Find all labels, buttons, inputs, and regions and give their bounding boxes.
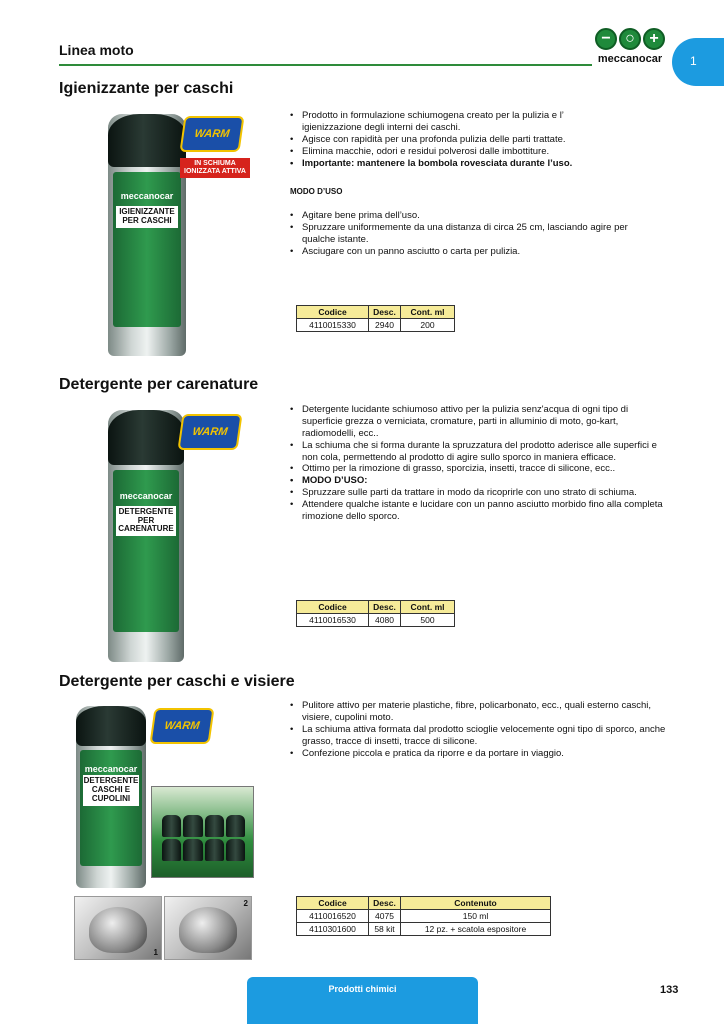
list-item: • Spruzzare sulle parti da trattare in modo da ricoprirle con uno strato di schiuma. [288, 487, 668, 499]
usage-list [288, 210, 658, 258]
warm-badge-icon: WARM [177, 414, 242, 450]
list-item: • La schiuma attiva formata dal prodotto scioglie velocemente ogni tipo di sporco, anche grasso, tracce di insetti, tracce di silicone. [288, 724, 668, 748]
list-item: • Attendere qualche istante e lucidare con un panno asciutto morbido fino alla completa rimozione dello sporco. [288, 499, 668, 523]
spray-can [108, 410, 184, 662]
product-image-igienizzante [100, 112, 250, 360]
usage-photo-1 [74, 896, 162, 960]
table-header: Codice [297, 601, 369, 614]
photo-number: 2 [243, 899, 248, 908]
feature-list [288, 700, 668, 759]
table-header: Codice [297, 306, 369, 319]
usage-heading: MODO D’USO [290, 187, 343, 196]
table-header: Desc. [369, 897, 401, 910]
page-number: 133 [660, 984, 679, 996]
list-item: • Asciugare con un panno asciutto o carta per pulizia. [288, 246, 658, 258]
list-item: • Ottimo per la rimozione di grasso, sporcizia, insetti, tracce di silicone, ecc.. [288, 463, 668, 475]
table-header: Codice [297, 897, 369, 910]
can-brand: meccanocar [120, 191, 174, 202]
product-image-carenature [100, 408, 250, 664]
brand-logo [590, 28, 670, 70]
list-item: • Agitare bene prima dell’uso. [288, 210, 658, 222]
list-item: • Pulitore attivo per materie plastiche, fibre, policarbonato, ecc., quali esterno caschi, visiere, cupolini moto. [288, 700, 668, 724]
list-item: • MODO D’USO: [288, 475, 668, 487]
logo-plus-icon: + [643, 28, 665, 50]
table-header: Cont. ml [401, 601, 455, 614]
table-header: Contenuto [401, 897, 551, 910]
can-name: DETERGENTE CASCHI E CUPOLINI [83, 775, 139, 805]
header-divider [59, 64, 592, 66]
section-title-caschi-visiere: Detergente per caschi e visiere [59, 673, 295, 690]
table-row [297, 910, 551, 923]
list-item: • Confezione piccola e pratica da riporre e da portare in viaggio. [288, 748, 668, 760]
table-cell: 4110016520 [297, 910, 369, 923]
brand-name: meccanocar [597, 53, 663, 65]
feature-list [288, 404, 668, 523]
foam-badge: IN SCHIUMA IONIZZATA ATTIVA [180, 158, 250, 178]
list-item: • Elimina macchie, odori e residui polverosi dalle imbottiture. [288, 146, 618, 158]
table-cell: 4110301600 [297, 923, 369, 936]
table-cell: 58 kit [369, 923, 401, 936]
table-header: Cont. ml [401, 306, 455, 319]
warm-badge-icon: WARM [149, 708, 214, 744]
table-cell: 12 pz. + scatola espositore [401, 923, 551, 936]
list-item: • Prodotto in formulazione schiumogena creato per la pulizia e l’ igienizzazione degli interni dei caschi. [288, 110, 618, 134]
logo-circle-icon: ○ [619, 28, 641, 50]
chapter-tab[interactable]: 1 [672, 38, 724, 86]
table-row [297, 923, 551, 936]
section-title-carenature: Detergente per carenature [59, 376, 259, 393]
footer-category-tab[interactable]: Prodotti chimici [247, 977, 478, 1024]
logo-minus-icon: − [595, 28, 617, 50]
table-cell: 4075 [369, 910, 401, 923]
table-cell: 500 [401, 614, 455, 627]
table-row [297, 614, 455, 627]
display-box-image [151, 786, 254, 878]
photo-number: 1 [153, 948, 158, 957]
can-name: IGIENIZZANTE PER CASCHI [116, 206, 178, 228]
section-title-igienizzante: Igienizzante per caschi [59, 80, 234, 97]
table-cell: 2940 [369, 319, 401, 332]
can-name: DETERGENTE PER CARENATURE [116, 506, 177, 536]
header-title: Linea moto [59, 42, 134, 58]
table-header: Desc. [369, 601, 401, 614]
usage-photo-2 [164, 896, 252, 960]
table-row [297, 319, 455, 332]
spray-can [76, 706, 146, 888]
list-item: • Agisce con rapidità per una profonda pulizia delle parti trattate. [288, 134, 618, 146]
can-brand: meccanocar [119, 490, 173, 501]
list-item: • Detergente lucidante schiumoso attivo per la pulizia senz'acqua di ogni tipo di superficie grezza o verniciata, cromature, parti in alluminio di moto, go-kart, radiomodelli, ecc.. [288, 404, 668, 440]
spray-can [108, 114, 186, 356]
product-table [296, 305, 455, 332]
product-table [296, 896, 551, 936]
warm-badge-icon: WARM [179, 116, 244, 152]
table-cell: 4080 [369, 614, 401, 627]
table-cell: 4110015330 [297, 319, 369, 332]
table-cell: 150 ml [401, 910, 551, 923]
list-item: • Importante: mantenere la bombola rovesciata durante l’uso. [288, 158, 618, 170]
list-item: • Spruzzare uniformemente da una distanza di circa 25 cm, lasciando agire per qualche istante. [288, 222, 658, 246]
list-item: • La schiuma che si forma durante la spruzzatura del prodotto aderisce alle superfici e non cola, permettendo al prodotto di agire sullo sporco in maniera efficace. [288, 440, 668, 464]
product-table [296, 600, 455, 627]
table-header: Desc. [369, 306, 401, 319]
table-cell: 4110016530 [297, 614, 369, 627]
feature-list [288, 110, 618, 169]
table-cell: 200 [401, 319, 455, 332]
can-brand: meccanocar [84, 764, 138, 775]
